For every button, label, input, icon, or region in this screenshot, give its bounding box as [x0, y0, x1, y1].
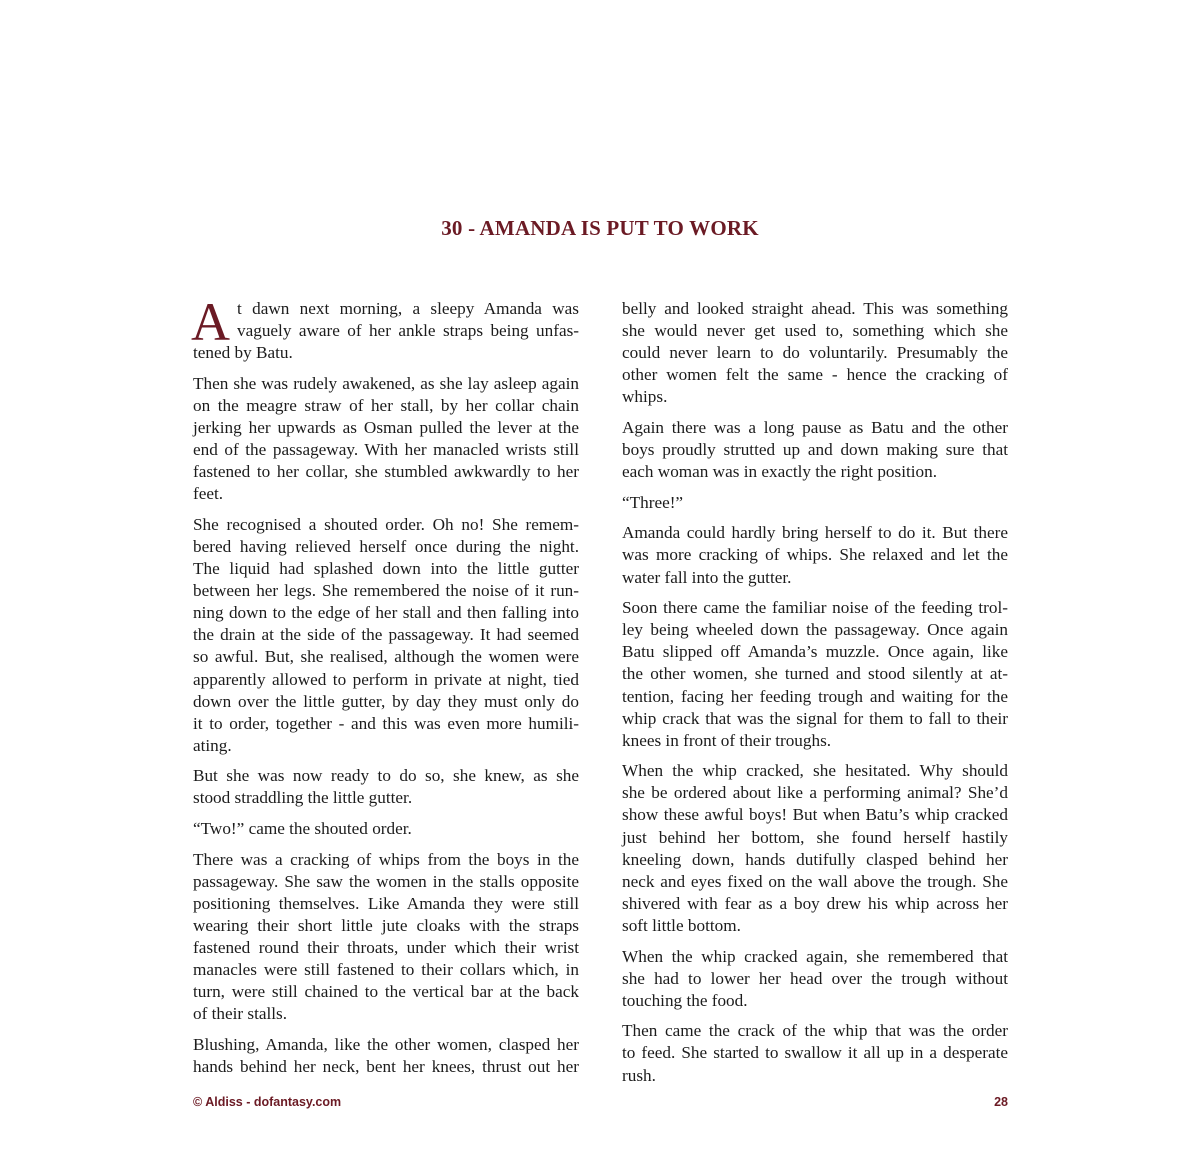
text-line: she be ordered about like a performing animal? She’d — [622, 783, 1008, 803]
paragraph — [622, 1020, 1008, 1086]
text-line: knees in front of their troughs. — [622, 730, 832, 750]
text-line: each woman was in exactly the right position. — [622, 462, 938, 482]
paragraph — [193, 849, 579, 1026]
text-line: Then she was rudely awakened, as she lay asleep again — [193, 373, 579, 393]
copyright-footer: © Aldiss - dofantasy.com — [193, 1095, 342, 1109]
paragraph — [622, 298, 1008, 408]
text-line: water fall into the gutter. — [622, 567, 792, 587]
text-line: the other women, she turned and stood silently at at- — [622, 664, 1008, 684]
text-line: between her legs. She remembered the noise of it run- — [193, 581, 579, 601]
text-line: she had to lower her head over the trough without — [622, 968, 1008, 988]
text-line: positioning themselves. Like Amanda they were still — [193, 893, 579, 913]
text-line: When the whip cracked, she hesitated. Why should — [622, 761, 1008, 781]
text-line: wearing their short little jute cloaks with the straps — [193, 915, 579, 935]
text-line: But she was now ready to do so, she knew, as she — [193, 766, 579, 786]
paragraph — [193, 373, 579, 506]
text-line: Batu slipped off Amanda’s muzzle. Once again, like — [622, 642, 1008, 662]
text-line: ning down to the edge of her stall and then falling into — [193, 603, 579, 623]
paragraph — [622, 946, 1008, 1012]
text-line: feet. — [193, 484, 224, 504]
text-line: soft little bottom. — [622, 915, 741, 935]
text-line: neck and eyes fixed on the wall above the trough. She — [622, 871, 1008, 891]
text-line: touching the food. — [622, 990, 748, 1010]
text-line: on the meagre straw of her stall, by her collar chain — [193, 395, 579, 415]
text-line: end of the passageway. With her manacled wrists still — [193, 440, 579, 460]
text-line: could never learn to do voluntarily. Presumably the — [622, 343, 1008, 363]
text-line: jerking her upwards as Osman pulled the lever at the — [193, 417, 579, 437]
text-line: bered having relieved herself once during the night. — [193, 536, 579, 556]
paragraph — [622, 597, 1008, 752]
paragraph — [622, 417, 1008, 483]
text-line: fastened round their throats, under which their wrist — [193, 938, 579, 958]
text-line: passageway. She saw the women in the stalls opposite — [193, 871, 579, 891]
text-line: whips. — [622, 387, 668, 407]
text-line: just behind her bottom, she found herself hastily — [622, 827, 1008, 847]
drop-cap: A — [191, 292, 230, 352]
text-line: “Two!” came the shouted order. — [193, 819, 412, 839]
text-line: was more cracking of whips. She relaxed and let the — [622, 545, 1008, 565]
text-line: other women felt the same - hence the cracking of — [622, 365, 1008, 385]
text-line: whip crack that was the signal for them to fall to their — [622, 708, 1008, 728]
text-line: rush. — [622, 1065, 656, 1085]
text-line: kneeling down, hands dutifully clasped behind her — [622, 849, 1008, 869]
page-number: 28 — [994, 1095, 1008, 1109]
text-line: turn, were still chained to the vertical bar at the back — [193, 982, 579, 1002]
paragraph — [193, 1034, 579, 1078]
text-line: Amanda could hardly bring herself to do it. But there — [622, 523, 1008, 543]
text-line: ley being wheeled down the passageway. Once again — [622, 620, 1008, 640]
text-line: hands behind her neck, bent her knees, thrust out her — [193, 1057, 579, 1076]
text-line: When the whip cracked again, she remembered that — [622, 946, 1008, 966]
paragraph — [193, 765, 579, 809]
text-line: She recognised a shouted order. Oh no! She remem- — [193, 514, 579, 534]
text-line: of their stalls. — [193, 1004, 288, 1024]
text-line: Blushing, Amanda, like the other women, clasped her — [193, 1034, 579, 1054]
text-line: fastened to her collar, she stumbled awkwardly to her — [193, 462, 579, 482]
text-line: The liquid had splashed down into the little gutter — [193, 559, 579, 579]
text-line: vaguely aware of her ankle straps being unfas- — [237, 321, 579, 341]
text-line: Soon there came the familiar noise of the feeding trol- — [622, 598, 1008, 618]
text-line: Then came the crack of the whip that was the order — [622, 1021, 1008, 1041]
text-line: so awful. But, she realised, although the women were — [193, 647, 579, 667]
text-line: tened by Batu. — [193, 343, 293, 363]
text-line: There was a cracking of whips from the boys in the — [193, 849, 579, 869]
paragraph — [622, 760, 1008, 937]
text-line: to feed. She started to swallow it all up in a desperate — [622, 1043, 1008, 1063]
text-line: apparently allowed to perform in private at night, tied — [193, 669, 579, 689]
chapter-title: 30 - AMANDA IS PUT TO WORK — [441, 216, 759, 240]
text-line: it to order, together - and this was even more humili- — [193, 713, 579, 733]
text-line: boys proudly strutted up and down making sure that — [622, 440, 1008, 460]
text-line: tention, facing her feeding trough and waiting for the — [622, 686, 1008, 706]
text-line: belly and looked straight ahead. This was something — [622, 299, 1008, 318]
paragraph — [193, 818, 579, 840]
text-line: manacles were still fastened to their collars which, in — [193, 960, 579, 980]
paragraph — [622, 492, 1008, 514]
right-column — [622, 298, 1008, 1095]
text-line: ating. — [193, 735, 232, 755]
text-line: she would never get used to, something which she — [622, 321, 1008, 341]
left-column — [191, 292, 579, 1087]
text-line: shivered with fear as a boy drew his whip across her — [622, 893, 1008, 913]
text-line: down over the little gutter, by day they must only do — [193, 691, 579, 711]
paragraph — [193, 514, 579, 757]
text-line: stood straddling the little gutter. — [193, 788, 413, 808]
paragraph — [191, 292, 579, 364]
paragraph — [622, 522, 1008, 588]
text-line: the drain at the side of the passageway. It had seemed — [193, 625, 579, 645]
text-line: “Three!” — [622, 492, 684, 512]
text-line: Again there was a long pause as Batu and the other — [622, 417, 1008, 437]
text-line: show these awful boys! But when Batu’s whip cracked — [622, 805, 1008, 825]
text-line: t dawn next morning, a sleepy Amanda was — [237, 299, 579, 318]
